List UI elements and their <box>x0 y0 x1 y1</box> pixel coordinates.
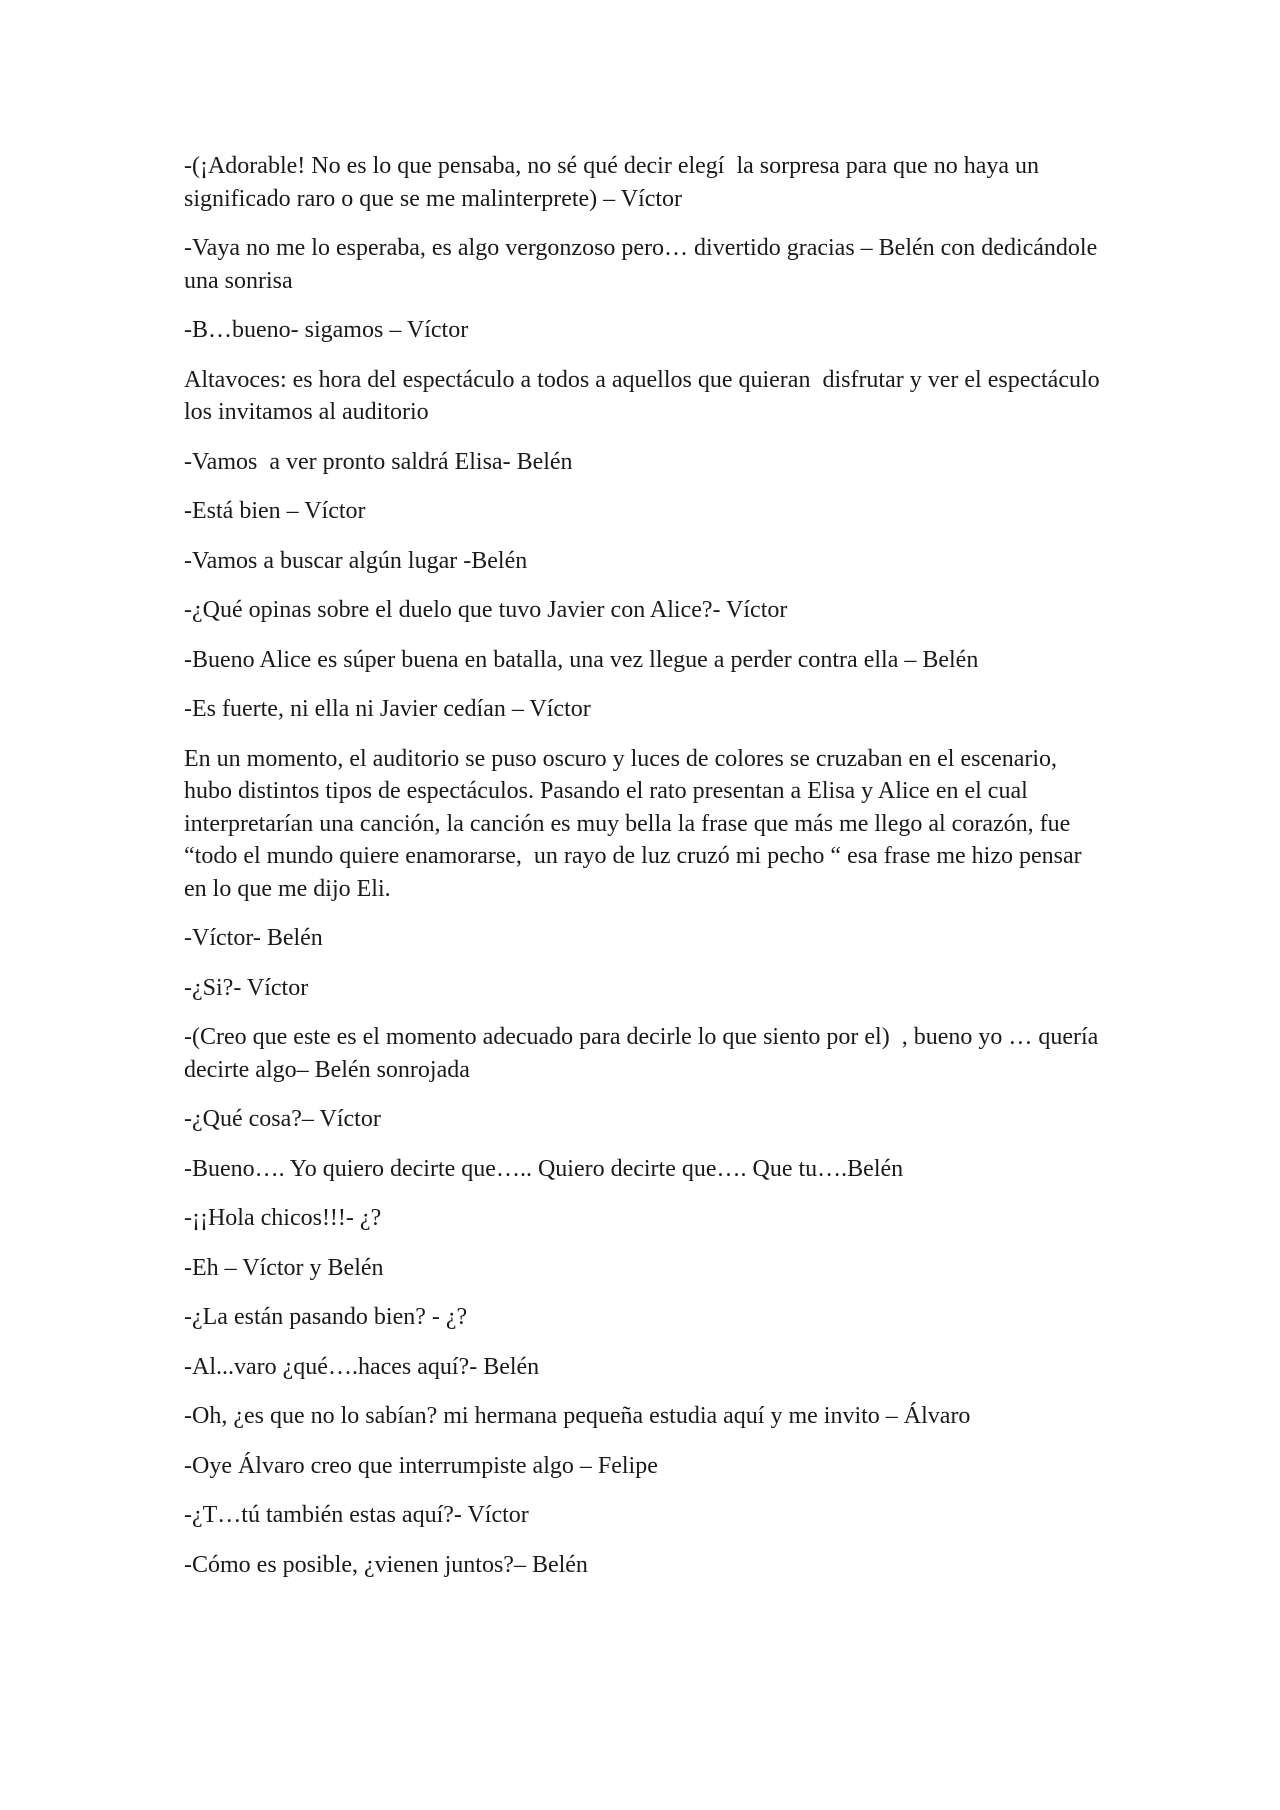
paragraph: -Es fuerte, ni ella ni Javier cedían – Víctor <box>184 696 591 722</box>
paragraph: -Al...varo ¿qué….haces aquí?- Belén <box>184 1353 540 1380</box>
paragraph: -¿Qué cosa?– Víctor <box>184 1106 381 1132</box>
paragraph: -Vaya no me lo esperaba, es algo vergonzoso pero… divertido gracias – Belén con dedicándole una sonrisa <box>184 235 1110 294</box>
paragraph: -¡¡Hola chicos!!!- ¿? <box>184 1205 382 1231</box>
paragraph: Altavoces: es hora del espectáculo a todos a aquellos que quieran disfrutar y ver el espectáculo los invitamos al auditorio <box>184 366 1106 425</box>
paragraph: -Está bien – Víctor <box>184 498 366 524</box>
paragraph: -¿La están pasando bien? - ¿? <box>184 1304 468 1330</box>
paragraph: En un momento, el auditorio se puso oscuro y luces de colores se cruzaban en el escenario, hubo distintos tipos de espectáculos. Pasando el rato presentan a Elisa y Alice en el cual interpretarían una canción, la canción es muy bella la frase que más me llego al corazón, fue “todo el mundo quiere enamorarse, un rayo de luz cruzó mi pecho “ esa frase me hizo pensar en lo que me dijo Eli. <box>184 745 1088 902</box>
paragraph: -(Creo que este es el momento adecuado para decirle lo que siento por el) , bueno yo … quería decirte algo– Belén sonrojada <box>184 1024 1105 1083</box>
paragraph: -Cómo es posible, ¿vienen juntos?– Belén <box>184 1551 588 1578</box>
paragraph: -Oye Álvaro creo que interrumpiste algo – Felipe <box>184 1452 658 1479</box>
paragraph: -Oh, ¿es que no lo sabían? mi hermana pequeña estudia aquí y me invito – Álvaro <box>184 1403 971 1429</box>
paragraph: -¿Qué opinas sobre el duelo que tuvo Javier con Alice?- Víctor <box>184 597 788 623</box>
paragraph: -B…bueno- sigamos – Víctor <box>184 317 469 343</box>
paragraph: -¿T…tú también estas aquí?- Víctor <box>184 1502 529 1528</box>
paragraph: -Vamos a ver pronto saldrá Elisa- Belén <box>184 448 573 475</box>
paragraph: -Vamos a buscar algún lugar -Belén <box>184 547 528 574</box>
paragraph: -Bueno…. Yo quiero decirte que….. Quiero decirte que…. Que tu….Belén <box>184 1155 904 1182</box>
paragraph: -¿Si?- Víctor <box>184 974 309 1001</box>
paragraph: -(¡Adorable! No es lo que pensaba, no sé qué decir elegí la sorpresa para que no haya un significado raro o que se me malinterprete) – Víctor <box>184 153 1045 212</box>
paragraph: -Víctor- Belén <box>184 925 323 951</box>
paragraph: -Bueno Alice es súper buena en batalla, una vez llegue a perder contra ella – Belén <box>184 646 979 673</box>
document-body <box>184 150 1110 1598</box>
paragraph: -Eh – Víctor y Belén <box>184 1254 384 1281</box>
